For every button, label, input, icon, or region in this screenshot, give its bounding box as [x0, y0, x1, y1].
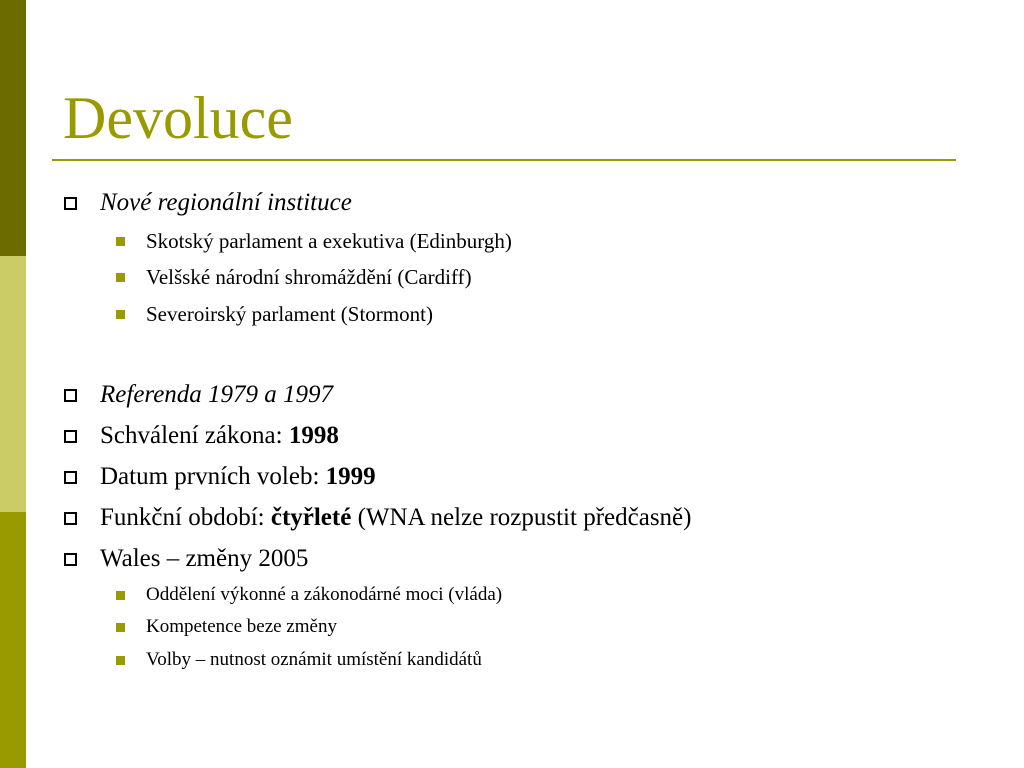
sub-bullet-item: [116, 226, 512, 256]
bullet-text: Nové regionální instituce: [100, 189, 352, 216]
bullet-item: [64, 500, 691, 536]
sub-bullet-item: [116, 580, 502, 610]
sidebar-band-mid: [0, 512, 26, 768]
bullet-item: [64, 377, 333, 413]
sub-bullet-text: Volby – nutnost oznámit umístění kandidátů: [146, 649, 482, 670]
filled-square-bullet-icon: [116, 310, 125, 319]
filled-square-bullet-icon: [116, 591, 125, 600]
filled-square-bullet-icon: [116, 623, 125, 632]
bullet-text-plain: Schválení zákona:: [100, 422, 289, 449]
bullet-text: Referenda 1979 a 1997: [100, 381, 334, 408]
sub-bullet-text: Skotský parlament a exekutiva (Edinburgh): [146, 229, 512, 253]
hollow-square-bullet-icon: [64, 197, 77, 210]
sub-bullet-text: Velšské národní shromáždění (Cardiff): [146, 265, 472, 289]
sidebar-band-light: [0, 256, 26, 512]
hollow-square-bullet-icon: [64, 553, 77, 566]
filled-square-bullet-icon: [116, 273, 125, 282]
hollow-square-bullet-icon: [64, 389, 77, 402]
bullet-text: [100, 500, 691, 536]
bullet-text-plain: Datum prvních voleb:: [100, 463, 326, 490]
sidebar-band-dark: [0, 0, 26, 256]
sub-bullet-text: Kompetence beze změny: [146, 616, 337, 637]
sub-bullet-item: [116, 612, 337, 642]
bullet-text-bold: čtyřleté: [270, 504, 352, 531]
bullet-item: [64, 459, 376, 495]
hollow-square-bullet-icon: [64, 430, 77, 443]
filled-square-bullet-icon: [116, 237, 125, 246]
bullet-text: Wales – změny 2005: [100, 545, 309, 572]
bullet-text-bold: 1999: [325, 463, 376, 490]
filled-square-bullet-icon: [116, 656, 125, 665]
title-underline: [52, 159, 956, 161]
hollow-square-bullet-icon: [64, 471, 77, 484]
bullet-text-rest: (WNA nelze rozpustit předčasně): [351, 504, 692, 531]
slide-title: Devoluce: [63, 85, 293, 151]
sub-bullet-text: Severoirský parlament (Stormont): [146, 302, 433, 326]
sub-bullet-text: Oddělení výkonné a zákonodárné moci (vláda): [146, 584, 503, 605]
bullet-item: [64, 541, 308, 577]
bullet-text-bold: 1998: [288, 422, 339, 449]
bullet-text-plain: Funkční období:: [100, 504, 271, 531]
bullet-text: [100, 418, 339, 454]
bullet-item: [64, 185, 352, 221]
sub-bullet-item: [116, 299, 433, 329]
sub-bullet-item: [116, 645, 482, 675]
hollow-square-bullet-icon: [64, 512, 77, 525]
bullet-item: [64, 418, 339, 454]
bullet-text: [100, 459, 376, 495]
sub-bullet-item: [116, 262, 472, 292]
